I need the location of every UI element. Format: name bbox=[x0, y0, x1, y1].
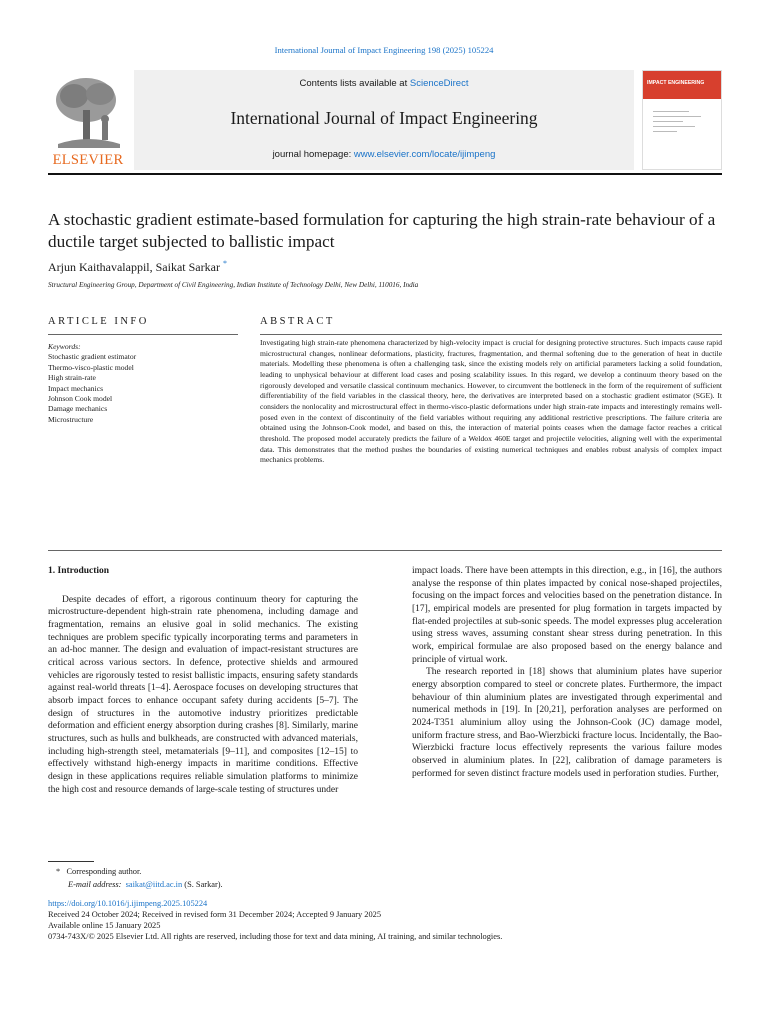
body-left-column bbox=[48, 565, 358, 796]
article-info-rule bbox=[48, 334, 238, 335]
author-names: Arjun Kaithavalappil, Saikat Sarkar bbox=[48, 260, 220, 274]
online-date: Available online 15 January 2025 bbox=[48, 921, 161, 930]
keyword-item: Impact mechanics bbox=[48, 383, 104, 393]
elsevier-tree-icon bbox=[50, 74, 126, 150]
cover-title: IMPACT ENGINEERING bbox=[647, 80, 705, 86]
article-info-heading: ARTICLE INFO bbox=[48, 316, 149, 327]
footnote-rule bbox=[48, 861, 94, 862]
email-suffix: (S. Sarkar). bbox=[184, 880, 223, 889]
masthead-rule bbox=[48, 173, 722, 175]
intro-paragraph: impact loads. There have been attempts in this direction, e.g., in [16], the authors analyse the response of thin plates impacted by conical nose-shaped projectiles, focusing on the impact forces and velocities based on the penetration distance. In [17], empirical models are presented for plug formation in targets impacted by flat-ended projectiles at sub-sonic speeds. The model expresses plug acceleration using stress waves, assuming constant shear stress during penetration. In this work, empirical formulae are also proposed based on the energy balance and principle of virtual work. bbox=[412, 566, 722, 665]
keywords-block bbox=[48, 342, 228, 425]
journal-citation[interactable]: International Journal of Impact Engineering 198 (2025) 105224 bbox=[274, 45, 494, 55]
received-dates: Received 24 October 2024; Received in revised form 31 December 2024; Accepted 9 January 2025 bbox=[48, 910, 382, 919]
journal-homepage-link[interactable]: www.elsevier.com/locate/ijimpeng bbox=[353, 149, 496, 160]
email-label: E-mail address: bbox=[68, 880, 122, 889]
corresponding-author-note: Corresponding author. bbox=[66, 867, 142, 876]
publisher-wordmark: ELSEVIER bbox=[52, 152, 124, 168]
publication-info bbox=[48, 898, 722, 942]
author-email-link[interactable]: saikat@iitd.ac.in bbox=[125, 880, 183, 889]
keyword-item: Stochastic gradient estimator bbox=[48, 352, 137, 362]
journal-cover-thumbnail[interactable] bbox=[642, 70, 722, 170]
body-rule bbox=[48, 550, 722, 551]
cover-band bbox=[643, 71, 721, 99]
contents-prefix: Contents lists available at bbox=[299, 78, 410, 89]
intro-paragraph: The research reported in [18] shows that aluminium plates have superior energy absorption compared to steel or concrete plates. Furthermore, the impact behaviour of thin aluminium plates are investigated through experimental and numerical methods in [19]. In [20,21], perforation analyses are performed on 2024-T351 aluminium alloy using the Johnson-Cook (JC) damage model, uniform fracture stress, and Bao-Wierzbicki fracture locus. Incidentally, the Bao-Wierzbicki fracture locus effectively represents the various failure modes observed in aluminium plates. In [22], calibration of damage parameters is performed for seven distinct fracture models used in perforation studies. Further, bbox=[412, 667, 722, 779]
abstract-text: Investigating high strain-rate phenomena characterized by high-velocity impact is crucial for designing protective structures. Such impacts cause rapid microstructural changes, nonlinear deformations, plasticity, fractures, fragmentation, and thermal softening due to the generation of heat in ductile materials. Modelling these phenomena is often a challenging task, since the existing models rely on artificial parameters lacking a solid foundation, leading to unphysical behaviour at different load cases and posing scalability issues. In this regard, we develop a continuum theory based on the rigorously developed and versatile classical continuum mechanics. However, to circumvent the bottleneck in the form of the requirement of sufficient differentiability of the field variables in the classical theory, here, the derivatives are interpreted based on a stochastic gradient estimator (SGE). It considers the nonlocality and microstructural effect in thermo-visco-plastic deformations under high strain-rate impacts and interestingly remains well-posed even in the context of discontinuity of the field variables without requiring any additional restrictive prescriptions. The failure criteria are obtained using the Johnson-Cook model, and based on this, the interaction of material points ceases when the damage factor reaches a critical threshold. The proposed model accurately predicts the failure of a Weldox 460E target and projectile velocities, aligning well with the experimental data. This demonstrates that the method pushes the boundaries of existing numerical techniques and enables robust analysis of complex impact mechanics problems. bbox=[260, 338, 722, 465]
keyword-item: Thermo-visco-plastic model bbox=[48, 362, 134, 372]
footnote bbox=[56, 865, 223, 891]
homepage-prefix: journal homepage: bbox=[272, 149, 354, 160]
introduction-heading: 1. Introduction bbox=[48, 566, 110, 576]
keyword-item: Microstructure bbox=[48, 414, 94, 424]
contents-line bbox=[134, 78, 634, 89]
keyword-item: High strain-rate bbox=[48, 373, 96, 383]
keyword-item: Johnson Cook model bbox=[48, 394, 113, 404]
body-right-column bbox=[412, 565, 722, 780]
masthead bbox=[48, 70, 722, 170]
footnote-marker: * bbox=[56, 867, 61, 876]
keyword-item: Damage mechanics bbox=[48, 404, 108, 414]
doi-link[interactable]: https://doi.org/10.1016/j.ijimpeng.2025.105224 bbox=[48, 899, 208, 908]
journal-header-band bbox=[134, 70, 634, 170]
copyright-line: 0734-743X/© 2025 Elsevier Ltd. All rights are reserved, including those for text and data mining, AI training, and similar technologies. bbox=[48, 932, 503, 941]
author-list bbox=[48, 259, 227, 275]
sciencedirect-link[interactable]: ScienceDirect bbox=[409, 78, 469, 89]
homepage-line bbox=[134, 149, 634, 160]
keywords-label: Keywords: bbox=[48, 342, 81, 351]
affiliation: Structural Engineering Group, Department of Civil Engineering, Indian Institute of Technology Delhi, New Delhi, 110016, India bbox=[48, 281, 419, 289]
abstract-rule bbox=[260, 334, 722, 335]
cover-text-lines bbox=[653, 111, 713, 136]
journal-name: International Journal of Impact Engineering bbox=[230, 108, 538, 128]
elsevier-logo[interactable] bbox=[48, 70, 128, 170]
intro-paragraph: Despite decades of effort, a rigorous continuum theory for capturing the microstructure-dependent high-strain rate phenomena, including damage and fragmentation, remains an elusive goal in solid mechanics. The existing techniques are problem specific typically incorporating terms and parameters in an ad-hoc manner. The design and evaluation of impact-resistant structures are critical across various sectors. In defence, protective shields and armoured vehicles are rigorously tested to resist ballistic impacts, ensuring safety standards against real-world threats [1–4]. Aerospace focuses on developing structures that absorb impact forces to enhance occupant safety during accidents [5–7]. The design of structures in the automotive industry prioritizes predictable deformation and efficient energy absorption during crashes [8]. Similarly, marine structures, such as hulls and bulkheads, are constructed with advanced materials, including high-strength steel, metamaterials [9–11], and composites [12–15] to effectively withstand high-energy impacts in maritime conditions. Effective design in these applications requires reliable simulation platforms to minimize the high cost and resource demands of large-scale testing of structures under bbox=[48, 594, 358, 795]
corresponding-author-mark[interactable]: * bbox=[222, 259, 227, 268]
abstract-heading: ABSTRACT bbox=[260, 316, 335, 327]
article-title: A stochastic gradient estimate-based formulation for capturing the high strain-rate behaviour of a ductile target subjected to ballistic impact bbox=[48, 210, 716, 251]
